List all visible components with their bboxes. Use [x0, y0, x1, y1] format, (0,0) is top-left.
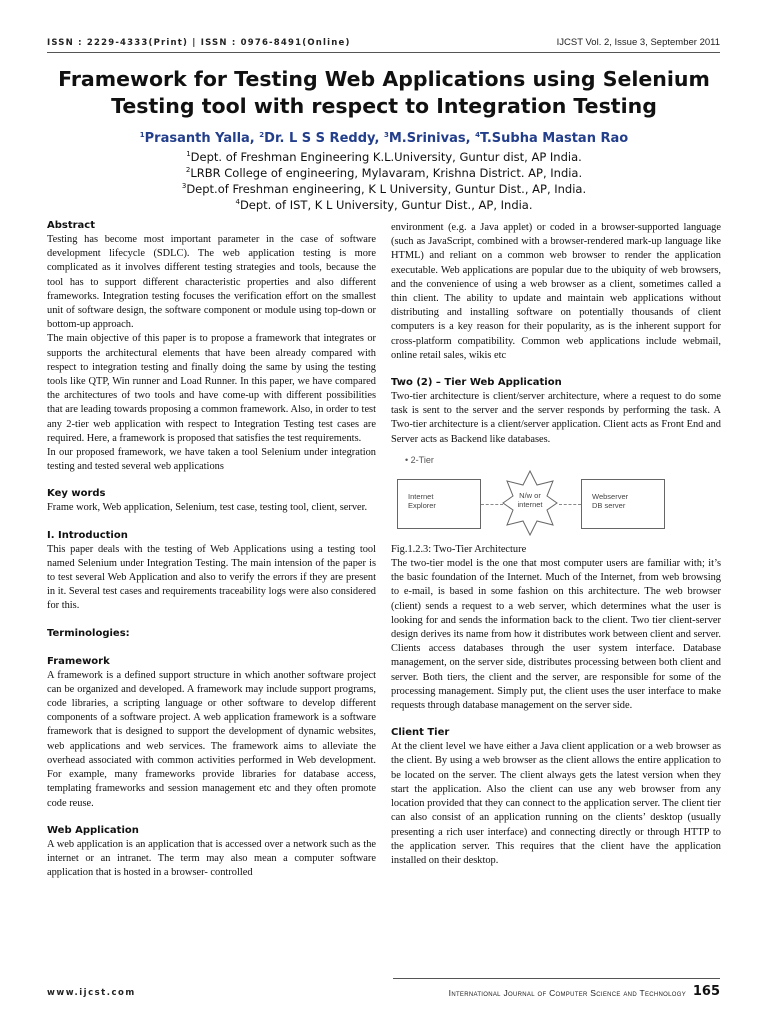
journal-issue-header: IJCST Vol. 2, Issue 3, September 2011 [556, 37, 720, 48]
figure-box-client-line-2: Explorer [408, 500, 436, 510]
footer-rule [393, 978, 720, 979]
right-column [391, 221, 721, 868]
page-number: 165 [692, 984, 720, 999]
affiliation-4-sup: 4 [235, 198, 240, 206]
figure-network-label [512, 491, 548, 509]
framework-paragraph: A framework is a defined support structure in which another software project can be organized and developed. A framework may include support programs, code libraries, a scripting language or other software to develop different components of a software project. A web application framework is a software framework that is designed to support the development of dynamic websites, web applications and web services. The framework aims to alleviate the overhead associated with common activities performed in Web development. For example, many frameworks provide libraries for database access, templating frameworks and session management etc and they often promote code reuse. [47, 669, 376, 809]
left-column [47, 219, 376, 880]
title-line-1: Framework for Testing Web Applications using Selenium [58, 67, 710, 91]
web-application-heading: Web Application [47, 824, 139, 836]
affiliation-4 [20, 194, 748, 213]
web-application-paragraph: A web application is an application that is accessed over a network such as the internet or an intranet. The term may also mean a computer software application that is hosted in a browser- controlled [47, 838, 376, 879]
figure-box-client-line-1: Internet [408, 491, 434, 501]
figure-box-server [581, 479, 665, 529]
abstract-paragraph-1: Testing has become most important parameter in the case of software development lifecycle (SDLC). The web application testing is more complicated as it involves different testing strategies and tools, because the tool has to support different characteristic properties and also different frameworks. Integration testing focuses the verification effort on the smallest unit of software design, the software component or module using top-down or bottom-up approach. [47, 234, 376, 331]
figure-bullet-label: • 2-Tier [405, 454, 434, 465]
author-list [20, 127, 748, 147]
two-tier-figure [391, 453, 721, 541]
paper-title [20, 66, 748, 120]
affiliation-3-text: Dept.of Freshman engineering, K L University, Guntur Dist., AP, India. [186, 182, 587, 196]
figure-connector-right [559, 504, 581, 505]
two-tier-paragraph: Two-tier architecture is client/server architecture, where a request to do some task is sent to the server and the server responds by performing the task. A Two-tier architecture is a client/server application. Client acts as Front End and Server acts as Backend like databases. [391, 391, 721, 445]
author-3-sup: 3 [383, 131, 389, 139]
client-tier-heading: Client Tier [391, 727, 450, 739]
keywords-text: Frame work, Web application, Selenium, test case, testing tool, client, server. [47, 502, 368, 514]
author-2-sup: 2 [259, 131, 265, 139]
figure-network-line-2: internet [517, 499, 543, 509]
figure-connector-left [481, 504, 503, 505]
abstract-heading: Abstract [47, 220, 96, 231]
affiliation-3-sup: 3 [181, 182, 187, 190]
title-line-2: Testing tool with respect to Integration Testing [111, 94, 657, 118]
two-tier-paragraph-2: The two-tier model is the one that most computer users are familiar with; it’s the basic foundation of the Internet. Much of the Internet, from web browsing to e-mail, is based in some fashion on this architecture. The web browser (client) sends a request to a web server, which determines what the user is looking for and sends the information back to the client. Two tier client-server design derives its name from how it distributes work between client and server. Clients access databases through the user system interface. Database management, on the server side, distributes processing between both client and server. Both tiers, the client and the server, are responsible for some of the processing management. Simply put, the client uses the user interface to make requests through database management on the server side. [391, 558, 721, 712]
keywords-heading: Key words [47, 488, 106, 500]
author-1: Prasanth Yalla, [144, 131, 260, 146]
author-4: T.Subha Mastan Rao [479, 131, 629, 146]
client-tier-paragraph: At the client level we have either a Java client application or a web browser as the client. By using a web browser as the client allows the entire application to be located on the server. The client always gets the latest version when they start the application. Also the client can use any web browser from any location provided that they can connect to the application server. The client tier can also consist of an application running on the clients’ desktop (usually presenting a rich user interface) and connecting directly or through HTTP to the application server. This requires that the client have the application installed on their desktop. [391, 741, 721, 866]
terminologies-heading: Terminologies: [47, 627, 130, 639]
affiliation-1-text: Dept. of Freshman Engineering K.L.University, Guntur dist, AP India. [190, 150, 582, 164]
figure-box-client [397, 479, 481, 529]
abstract-paragraph-2: The main objective of this paper is to propose a framework that integrates or supports the architectural elements that have been already compared with respect to integration testing and finally doing the same by using the testing tools like QTP, Win runner and Load Runner. In this paper, we have compared the architectures of two tools and have come-up with different possibilities that are leading towards proposing a common framework. Also, in order to test any 2-tier web application with respect to Integration Testing test cases are required. Here, a framework is proposed that satisfies the test requirements. [47, 333, 376, 444]
affiliation-2-text: LRBR College of engineering, Mylavaram, Krishna District. AP, India. [190, 166, 583, 180]
footer-website: www.ijcst.com [47, 988, 136, 998]
header-rule [47, 52, 720, 53]
figure-network-line-1: N/w or [519, 490, 541, 500]
affiliation-1-sup: 1 [186, 150, 191, 158]
affiliation-4-text: Dept. of IST, K L University, Guntur Dist., AP, India. [239, 198, 533, 212]
author-1-sup: 1 [139, 131, 145, 139]
figure-caption: Fig.1.2.3: Two-Tier Architecture [391, 543, 527, 555]
figure-box-server-line-2: DB server [592, 500, 626, 510]
introduction-paragraph: This paper deals with the testing of Web Applications using a testing tool named Selenium under Integration Testing. The main intension of the paper is to test several Web Application and also to verify the errors if they are present in it. Several test cases and requirements traceability logs were also considered for this. [47, 543, 376, 612]
introduction-heading: I. Introduction [47, 529, 128, 541]
figure-box-server-line-1: Webserver [592, 491, 629, 501]
affiliation-2-sup: 2 [185, 166, 191, 174]
author-4-sup: 4 [475, 131, 480, 139]
author-2: Dr. L S S Reddy, [264, 131, 384, 146]
two-tier-heading: Two (2) – Tier Web Application [391, 377, 562, 389]
issn-header: ISSN : 2229-4333(Print) | ISSN : 0976-8491(Online) [47, 38, 351, 48]
web-application-continued: environment (e.g. a Java applet) or coded in a browser-supported language (such as JavaScript, combined with a browser-rendered mark-up language like HTML) and reliant on a common web browser to render the application executable. Web applications are popular due to the ubiquity of web browsers, and the convenience of using a web browser as a client, sometimes called a thin client. The ability to update and maintain web applications without distributing and installing software on potentially thousands of client computers is a key reason for their popularity, as is the inherent support for cross-platform compatibility. Common web applications include webmail, online retail sales, wikis etc [391, 222, 721, 361]
framework-heading: Framework [47, 655, 110, 667]
footer-journal-name: International Journal of Computer Science and Technology [448, 988, 686, 998]
author-3: M.Srinivas, [388, 131, 476, 146]
abstract-paragraph-3: In our proposed framework, we have taken a tool Selenium under integration testing and tested several web applications [47, 447, 376, 473]
